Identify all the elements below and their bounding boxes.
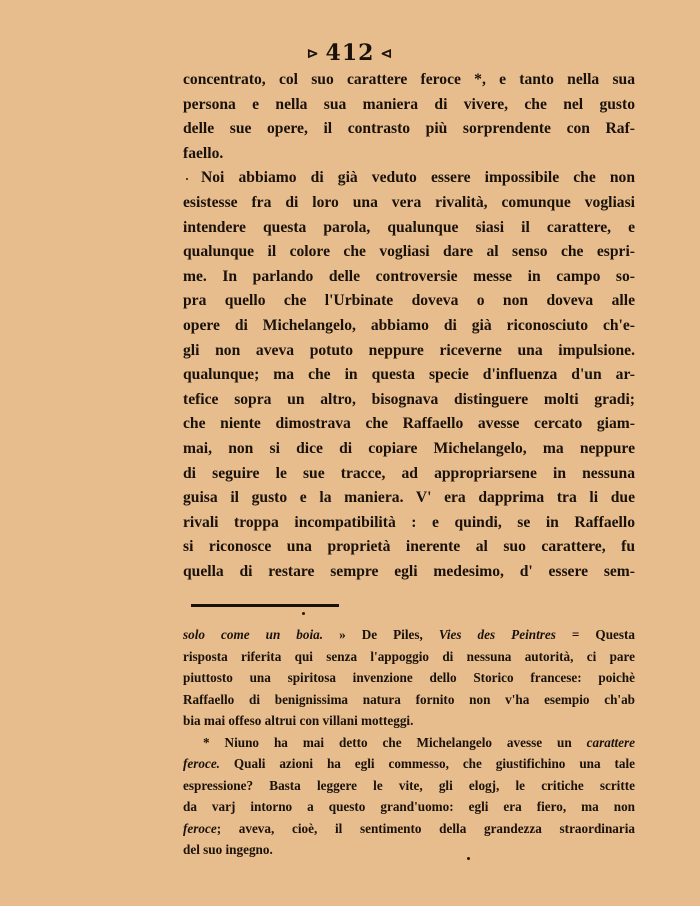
footnote-book-title: Vies des Peintres <box>438 627 556 642</box>
body-line: guisa il gusto e la maniera. V' era dapprima tra li due <box>183 489 635 507</box>
footnote-italic-text: feroce. <box>183 756 220 771</box>
footnote-italic-text: carattere <box>586 734 635 750</box>
footnote-line <box>183 732 635 754</box>
body-line: intendere questa parola, qualunque siasi il carattere, e <box>183 218 635 236</box>
print-speck <box>302 612 305 615</box>
body-line: si riconosce una proprietà inerente al suo carattere, fu <box>183 538 635 556</box>
footnote-line: bia mai offeso altrui con villani motteggi. <box>183 713 414 728</box>
body-line: mai, non si dice di copiare Michelangelo, ma neppure <box>183 439 635 457</box>
body-line: rivali troppa incompatibilità : e quindi, se in Raffaello <box>183 513 635 531</box>
body-line: persona e nella sua maniera di vivere, che nel gusto <box>183 95 635 113</box>
footnote-text: » De Piles, <box>323 627 439 642</box>
footnote-text: Quali azioni ha egli commesso, che giustifichino una tale <box>219 756 635 771</box>
print-speck <box>186 178 188 180</box>
body-line: quella di restare sempre egli medesimo, d' essere sem- <box>183 562 635 580</box>
footnote-line: piuttosto una spiritosa invenzione dello Storico francese: poichè <box>183 670 635 685</box>
footnote-line: espressione? Basta leggere le vite, gli elogj, le critiche scritte <box>183 777 635 793</box>
footnote-line <box>183 753 635 775</box>
footnote-line <box>183 818 635 840</box>
body-line: esistesse fra di loro una vera rivalità, comunque vogliasi <box>183 193 635 211</box>
body-line: Noi abbiamo di già veduto essere impossibile che non <box>201 169 635 187</box>
body-line: opere di Michelangelo, abbiamo di già riconosciuto ch'e- <box>183 316 635 334</box>
print-speck <box>467 857 470 860</box>
body-line: gli non aveva potuto neppure riceverne una impulsione. <box>183 341 635 359</box>
body-line: concentrato, col suo carattere feroce *, e tanto nella sua <box>183 71 635 88</box>
body-line: qualunque; ma che in questa specie d'influenza d'un ar- <box>183 366 635 384</box>
right-ornament-icon: ⊲ <box>380 46 394 62</box>
footnote-text: = Questa <box>555 627 635 642</box>
left-ornament-icon: ⊳ <box>306 46 320 62</box>
footnote-separator-rule <box>191 604 339 607</box>
footnote-line: del suo ingegno. <box>183 842 273 857</box>
main-body-text <box>183 68 635 584</box>
body-line: me. In parlando delle controversie messe in campo so- <box>183 267 635 285</box>
body-line: che niente dimostrava che Raffaello avesse cercato giam- <box>183 415 635 433</box>
page-number: 412 <box>325 40 375 66</box>
footnote-line: da varj intorno a questo grand'uomo: egli era fiero, ma non <box>183 799 635 814</box>
footnote-italic-text: feroce <box>183 820 217 836</box>
footnote-line <box>183 624 635 646</box>
footnotes <box>183 624 635 861</box>
footnote-text: * Niuno ha mai detto che Michelangelo avesse un <box>203 734 587 750</box>
body-line: faello. <box>183 144 224 162</box>
body-line: qualunque il colore che vogliasi dare al senso che espri- <box>183 243 635 261</box>
footnote-text: ; aveva, cioè, il sentimento della grandezza straordinaria <box>216 820 635 836</box>
footnote-line: risposta riferita qui senza l'appoggio di nessuna autorità, ci pare <box>183 648 635 664</box>
body-line: pra quello che l'Urbinate doveva o non doveva alle <box>183 292 635 310</box>
page-header <box>0 40 700 66</box>
footnote-italic-text: solo come un boia. <box>183 627 324 642</box>
body-line: tefice sopra un altro, bisognava distinguere molti gradi; <box>183 390 635 408</box>
body-line: di seguire le sue tracce, ad appropriarsene in nessuna <box>183 464 635 482</box>
body-line: delle sue opere, il contrasto più sorprendente con Raf- <box>183 120 635 138</box>
footnote-line: Raffaello di benignissima natura fornito non v'ha esempio ch'ab <box>183 691 635 707</box>
